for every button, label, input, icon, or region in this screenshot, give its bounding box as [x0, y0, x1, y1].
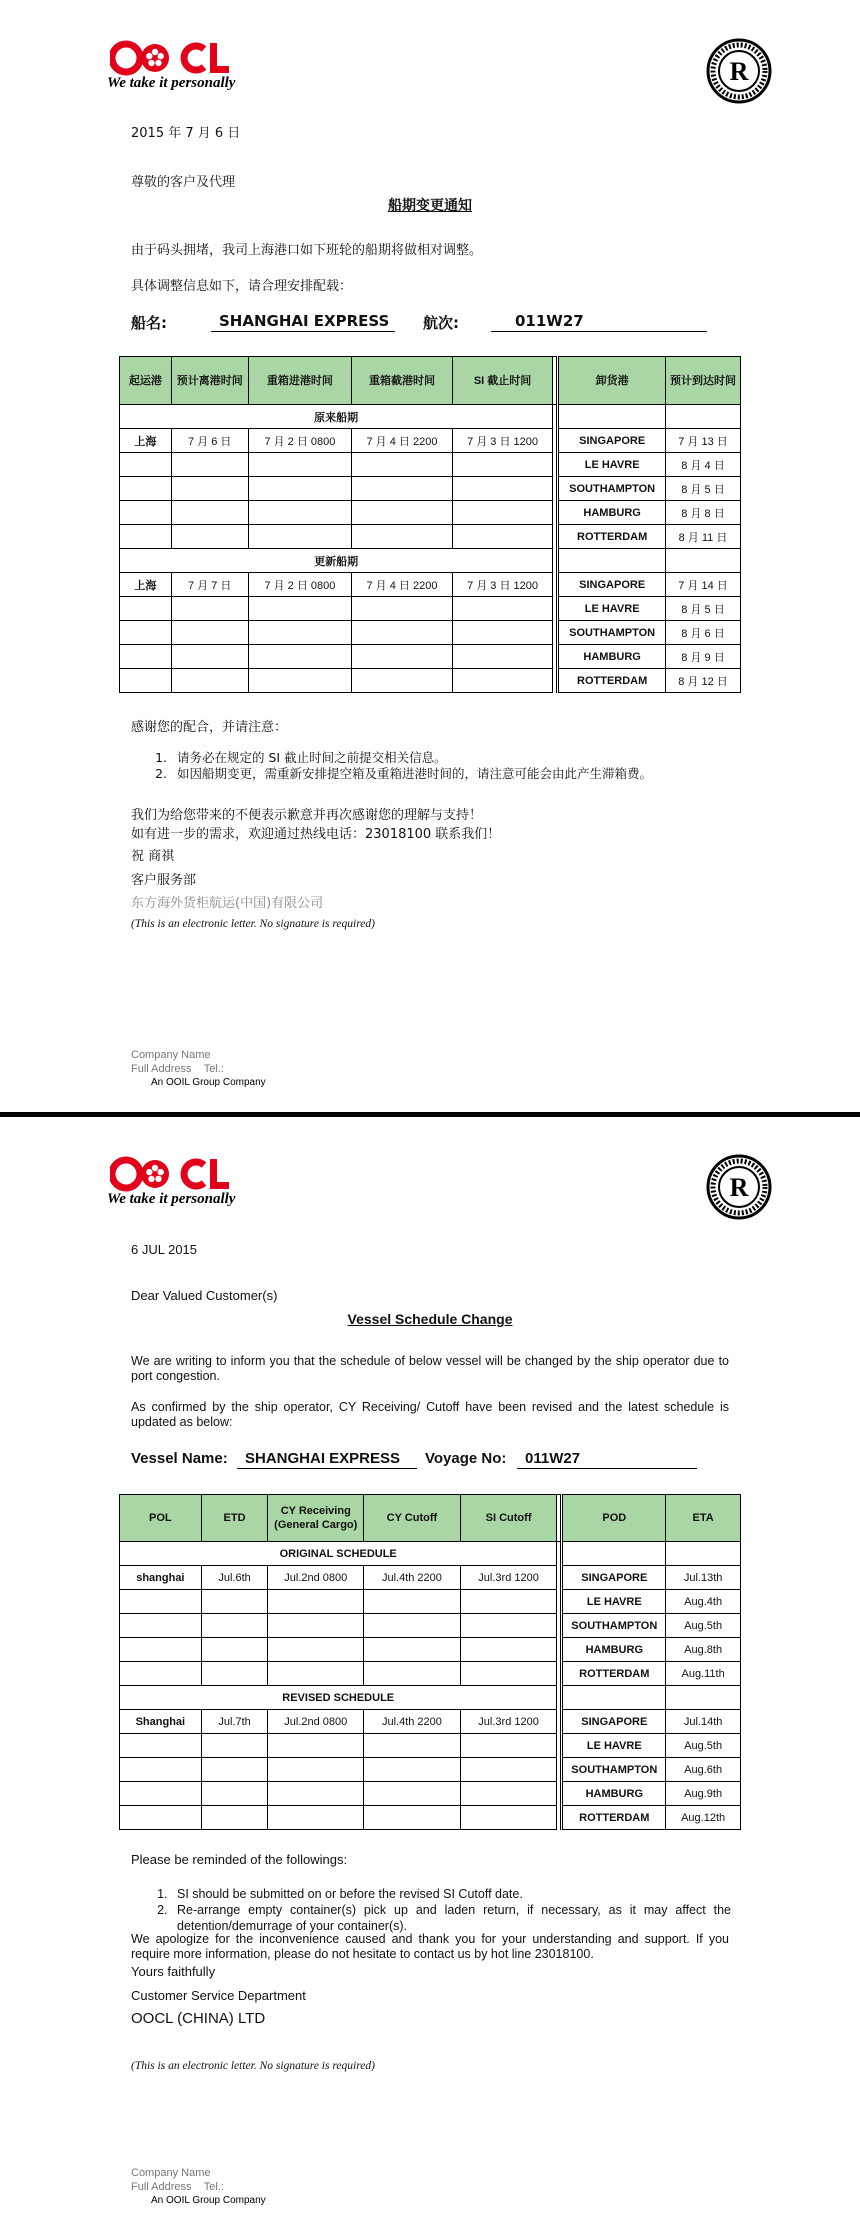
etd-cell: 7 月 6 日 [171, 429, 248, 453]
svg-text:R: R [729, 1173, 749, 1202]
notes-intro: 感谢您的配合，并请注意： [131, 720, 288, 735]
si-cutoff-cell [460, 1734, 557, 1758]
pod-cell: LE HAVRE [558, 453, 666, 477]
registered-quality-seal-icon [706, 1154, 772, 1220]
cy-receiving-cell: Jul.2nd 0800 [268, 1566, 364, 1590]
cy-receiving-cell [248, 645, 352, 669]
pod-cell: SINGAPORE [562, 1710, 666, 1734]
header-cy-cutoff: 重箱截港时间 [352, 357, 453, 405]
apology-text: We apologize for the inconvenience caused and thank you for your understanding and support. If you require more information, please do not hesitate to contact us by hot line 23018100. [131, 1932, 729, 1961]
si-cutoff-cell [452, 669, 553, 693]
cy-receiving-cell [248, 477, 352, 501]
table-row [120, 621, 741, 645]
si-cutoff-cell [452, 477, 553, 501]
cy-cutoff-cell [352, 501, 453, 525]
table-row [120, 1806, 741, 1830]
si-cutoff-cell [460, 1590, 557, 1614]
si-cutoff-cell [460, 1758, 557, 1782]
contact-text: 如有进一步的需求，欢迎通过热线电话：23018100 联系我们！ [131, 827, 501, 842]
voyage-label: 航次: [423, 314, 459, 332]
schedule-section-row [120, 549, 741, 573]
etd-cell [201, 1614, 268, 1638]
cy-receiving-cell [268, 1614, 364, 1638]
chinese-letter [0, 0, 860, 1112]
schedule-section-label: 更新船期 [120, 549, 553, 573]
table-row [120, 525, 741, 549]
cy-receiving-cell [268, 1758, 364, 1782]
cy-receiving-cell [268, 1806, 364, 1830]
pol-cell: shanghai [120, 1566, 202, 1590]
table-row [120, 573, 741, 597]
etd-cell: Jul.6th [201, 1566, 268, 1590]
eta-cell: Aug.6th [666, 1758, 741, 1782]
etd-cell [171, 597, 248, 621]
eta-cell: Aug.8th [666, 1638, 741, 1662]
eta-cell: 8 月 12 日 [666, 669, 741, 693]
cy-receiving-cell [268, 1782, 364, 1806]
cy-receiving-cell [268, 1638, 364, 1662]
oocl-wordmark-icon [110, 1156, 230, 1192]
pol-cell: 上海 [120, 573, 172, 597]
table-row [120, 1590, 741, 1614]
eta-cell: Aug.5th [666, 1614, 741, 1638]
table-row [120, 1734, 741, 1758]
pol-cell [120, 1734, 202, 1758]
eta-cell: Aug.5th [666, 1734, 741, 1758]
letter-footer [131, 2166, 266, 2208]
header-eta: ETA [666, 1495, 741, 1542]
etd-cell: 7 月 7 日 [171, 573, 248, 597]
footer-group: An OOIL Group Company [151, 1077, 266, 1088]
cy-cutoff-cell [352, 477, 453, 501]
pod-cell: ROTTERDAM [558, 525, 666, 549]
original-schedule-rows [120, 405, 741, 549]
cy-receiving-cell [268, 1590, 364, 1614]
vessel-label: Vessel Name: [131, 1450, 228, 1467]
pod-cell: SINGAPORE [558, 573, 666, 597]
empty-cell [558, 549, 666, 573]
salutation: 尊敬的客户及代理 [131, 175, 236, 190]
electronic-letter-disclaimer: (This is an electronic letter. No signature is required) [131, 2060, 375, 2072]
pod-cell: LE HAVRE [558, 597, 666, 621]
pol-cell [120, 597, 172, 621]
cy-receiving-cell [248, 453, 352, 477]
header-pol: 起运港 [120, 357, 172, 405]
cy-cutoff-cell: Jul.4th 2200 [364, 1566, 461, 1590]
header-si-cutoff: SI 截止时间 [452, 357, 553, 405]
pol-cell: 上海 [120, 429, 172, 453]
eta-cell: Jul.13th [666, 1566, 741, 1590]
page-divider [0, 1112, 860, 1117]
pol-cell [120, 525, 172, 549]
footer-tel: Tel.: [203, 1063, 224, 1075]
cy-receiving-cell [248, 501, 352, 525]
si-cutoff-cell [460, 1614, 557, 1638]
pod-cell: LE HAVRE [562, 1590, 666, 1614]
etd-cell [171, 477, 248, 501]
eta-cell: 7 月 14 日 [666, 573, 741, 597]
table-row [120, 669, 741, 693]
footer-company-name: Company Name [131, 1049, 211, 1061]
footer-full-address: Full Address [131, 2181, 192, 2193]
cy-receiving-cell [248, 621, 352, 645]
cy-cutoff-cell [352, 621, 453, 645]
empty-cell [666, 549, 741, 573]
table-row [120, 597, 741, 621]
electronic-letter-disclaimer: (This is an electronic letter. No signature is required) [131, 918, 375, 930]
footer-full-address: Full Address [131, 1063, 192, 1075]
empty-cell [558, 405, 666, 429]
vessel-info [131, 312, 731, 334]
vessel-name: SHANGHAI EXPRESS [237, 1450, 417, 1469]
eta-cell: 8 月 5 日 [666, 477, 741, 501]
schedule-section-label: 原来船期 [120, 405, 553, 429]
pol-cell [120, 645, 172, 669]
etd-cell: Jul.7th [201, 1710, 268, 1734]
eta-cell: 7 月 13 日 [666, 429, 741, 453]
si-cutoff-cell [460, 1662, 557, 1686]
eta-cell: Aug.9th [666, 1782, 741, 1806]
eta-cell: 8 月 6 日 [666, 621, 741, 645]
cy-receiving-cell: Jul.2nd 0800 [268, 1710, 364, 1734]
note-item: 2. 如因船期变更，需重新安排提空箱及重箱进港时间的，请注意可能会由此产生滞箱费。 [171, 766, 771, 782]
pol-cell [120, 621, 172, 645]
table-row [120, 645, 741, 669]
si-cutoff-cell: Jul.3rd 1200 [460, 1710, 557, 1734]
empty-cell [562, 1542, 666, 1566]
etd-cell [171, 453, 248, 477]
table-row [120, 1614, 741, 1638]
pol-cell [120, 669, 172, 693]
eta-cell: 8 月 5 日 [666, 597, 741, 621]
cy-receiving-cell [268, 1734, 364, 1758]
table-row [120, 1566, 741, 1590]
cy-cutoff-cell [364, 1758, 461, 1782]
header-etd: 预计离港时间 [171, 357, 248, 405]
vessel-name: SHANGHAI EXPRESS [211, 312, 395, 332]
eta-cell: 8 月 8 日 [666, 501, 741, 525]
pol-cell [120, 1638, 202, 1662]
si-cutoff-cell [452, 453, 553, 477]
pod-cell: SOUTHAMPTON [558, 477, 666, 501]
intro-text: 由于码头拥堵，我司上海港口如下班轮的船期将做相对调整。 [131, 243, 483, 258]
schedule-section-row [120, 1542, 741, 1566]
schedule-section-row [120, 405, 741, 429]
cy-cutoff-cell [364, 1782, 461, 1806]
pod-cell: SOUTHAMPTON [562, 1614, 666, 1638]
cy-cutoff-cell [364, 1614, 461, 1638]
cy-cutoff-cell: 7 月 4 日 2200 [352, 429, 453, 453]
voyage-number: 011W27 [517, 1450, 697, 1469]
pod-cell: SINGAPORE [558, 429, 666, 453]
pod-cell: ROTTERDAM [558, 669, 666, 693]
header-cy-receiving: CY Receiving (General Cargo) [268, 1495, 364, 1542]
pod-cell: HAMBURG [562, 1638, 666, 1662]
cy-cutoff-cell [352, 453, 453, 477]
pod-cell: ROTTERDAM [562, 1662, 666, 1686]
intro-text: We are writing to inform you that the schedule of below vessel will be changed by the ship operator due to port congestion. [131, 1354, 729, 1383]
footer-group: An OOIL Group Company [151, 2195, 266, 2206]
regards-text: Yours faithfully [131, 1964, 216, 1979]
table-row [120, 1758, 741, 1782]
cy-cutoff-cell [352, 669, 453, 693]
notes-list [131, 750, 771, 782]
department-text: Customer Service Department [131, 1988, 306, 2003]
letter-date: 6 JUL 2015 [131, 1242, 198, 1257]
schedule-table [119, 1494, 741, 1830]
eta-cell: Aug.11th [666, 1662, 741, 1686]
si-cutoff-cell: Jul.3rd 1200 [460, 1566, 557, 1590]
table-row [120, 1782, 741, 1806]
etd-cell [201, 1662, 268, 1686]
cy-cutoff-cell [364, 1638, 461, 1662]
cy-receiving-cell [248, 525, 352, 549]
etd-cell [171, 501, 248, 525]
pol-cell [120, 1590, 202, 1614]
iso-certification-seal [706, 1154, 772, 1220]
empty-cell [666, 405, 741, 429]
table-row [120, 429, 741, 453]
pod-cell: SOUTHAMPTON [558, 621, 666, 645]
company-name-text: 东方海外货柜航运(中国)有限公司 [131, 896, 324, 911]
oocl-wordmark-icon [110, 40, 230, 76]
cy-cutoff-cell [364, 1806, 461, 1830]
english-letter [0, 1118, 860, 2226]
table-row [120, 1662, 741, 1686]
oocl-logo [107, 1156, 260, 1214]
table-row [120, 1638, 741, 1662]
salutation: Dear Valued Customer(s) [131, 1288, 278, 1303]
etd-cell [171, 621, 248, 645]
header-etd: ETD [201, 1495, 268, 1542]
logo-tagline: We take it personally [107, 1191, 236, 1207]
cy-receiving-cell: 7 月 2 日 0800 [248, 573, 352, 597]
company-name-text: OOCL (CHINA) LTD [131, 2010, 266, 2027]
vessel-label: 船名: [131, 314, 167, 332]
pod-cell: LE HAVRE [562, 1734, 666, 1758]
footer-company-name: Company Name [131, 2167, 211, 2179]
apology-text: 我们为给您带来的不便表示歉意并再次感谢您的理解与支持！ [131, 808, 483, 823]
regards-text: 祝 商祺 [131, 849, 175, 864]
pol-cell [120, 453, 172, 477]
si-cutoff-cell: 7 月 3 日 1200 [452, 573, 553, 597]
empty-cell [666, 1542, 741, 1566]
cy-receiving-cell: 7 月 2 日 0800 [248, 429, 352, 453]
cy-receiving-cell [268, 1662, 364, 1686]
letter-footer [131, 1048, 266, 1090]
si-cutoff-cell [452, 621, 553, 645]
pod-cell: HAMBURG [558, 501, 666, 525]
pol-cell [120, 477, 172, 501]
notes-list [131, 1886, 731, 1934]
intro-text-2: 具体调整信息如下，请合理安排配载： [131, 279, 353, 294]
logo-tagline: We take it personally [107, 75, 236, 91]
pol-cell [120, 501, 172, 525]
header-pod: POD [562, 1495, 666, 1542]
si-cutoff-cell [452, 597, 553, 621]
etd-cell [171, 645, 248, 669]
pol-cell: Shanghai [120, 1710, 202, 1734]
note-item: 2. Re-arrange empty container(s) pick up and laden return, if necessary, as it may affect the detention/demurrage of your container(s). [171, 1902, 731, 1934]
letter-title: Vessel Schedule Change [347, 1311, 513, 1327]
header-pod: 卸货港 [558, 357, 666, 405]
svg-text:R: R [729, 57, 749, 86]
cy-receiving-cell [248, 597, 352, 621]
eta-cell: Aug.12th [666, 1806, 741, 1830]
pod-cell: SOUTHAMPTON [562, 1758, 666, 1782]
schedule-section-label: ORIGINAL SCHEDULE [120, 1542, 557, 1566]
header-cy-receiving: 重箱进港时间 [248, 357, 352, 405]
pod-cell: HAMBURG [562, 1782, 666, 1806]
eta-cell: Jul.14th [666, 1710, 741, 1734]
note-item: 1. SI should be submitted on or before the revised SI Cutoff date. [171, 1886, 731, 1902]
iso-certification-seal [706, 38, 772, 104]
pod-cell: ROTTERDAM [562, 1806, 666, 1830]
eta-cell: Aug.4th [666, 1590, 741, 1614]
si-cutoff-cell [452, 525, 553, 549]
si-cutoff-cell: 7 月 3 日 1200 [452, 429, 553, 453]
header-eta: 预计到达时间 [666, 357, 741, 405]
pod-cell: SINGAPORE [562, 1566, 666, 1590]
cy-receiving-cell [248, 669, 352, 693]
voyage-number: 011W27 [491, 312, 707, 332]
eta-cell: 8 月 4 日 [666, 453, 741, 477]
letter-date: 2015 年 7 月 6 日 [131, 126, 241, 141]
table-row [120, 477, 741, 501]
cy-cutoff-cell: 7 月 4 日 2200 [352, 573, 453, 597]
table-row [120, 453, 741, 477]
etd-cell [201, 1734, 268, 1758]
pod-cell: HAMBURG [558, 645, 666, 669]
cy-cutoff-cell [364, 1662, 461, 1686]
pol-cell [120, 1782, 202, 1806]
cy-cutoff-cell [364, 1734, 461, 1758]
header-pol: POL [120, 1495, 202, 1542]
empty-cell [562, 1686, 666, 1710]
letter-title: 船期变更通知 [388, 198, 472, 214]
etd-cell [201, 1590, 268, 1614]
pol-cell [120, 1614, 202, 1638]
schedule-section-label: REVISED SCHEDULE [120, 1686, 557, 1710]
pol-cell [120, 1662, 202, 1686]
pol-cell [120, 1758, 202, 1782]
revised-schedule-rows [120, 549, 741, 693]
note-item: 1. 请务必在规定的 SI 截止时间之前提交相关信息。 [171, 750, 771, 766]
cy-cutoff-cell [364, 1590, 461, 1614]
voyage-label: Voyage No: [425, 1450, 507, 1467]
eta-cell: 8 月 9 日 [666, 645, 741, 669]
notes-intro: Please be reminded of the followings: [131, 1852, 348, 1867]
etd-cell [201, 1782, 268, 1806]
si-cutoff-cell [452, 501, 553, 525]
revised-schedule-rows [120, 1686, 741, 1830]
etd-cell [171, 525, 248, 549]
si-cutoff-cell [460, 1638, 557, 1662]
schedule-table [119, 356, 741, 693]
eta-cell: 8 月 11 日 [666, 525, 741, 549]
header-cy-cutoff: CY Cutoff [364, 1495, 461, 1542]
empty-cell [666, 1686, 741, 1710]
oocl-logo [107, 40, 260, 98]
si-cutoff-cell [460, 1782, 557, 1806]
pol-cell [120, 1806, 202, 1830]
header-si-cutoff: SI Cutoff [460, 1495, 557, 1542]
table-row [120, 1710, 741, 1734]
cy-cutoff-cell [352, 525, 453, 549]
si-cutoff-cell [452, 645, 553, 669]
etd-cell [201, 1638, 268, 1662]
si-cutoff-cell [460, 1806, 557, 1830]
department-text: 客户服务部 [131, 873, 197, 888]
table-row [120, 501, 741, 525]
etd-cell [201, 1758, 268, 1782]
etd-cell [201, 1806, 268, 1830]
footer-tel: Tel.: [203, 2181, 224, 2193]
original-schedule-rows [120, 1542, 741, 1686]
etd-cell [171, 669, 248, 693]
vessel-info [131, 1450, 731, 1472]
intro-text-2: As confirmed by the ship operator, CY Receiving/ Cutoff have been revised and the latest schedule is updated as below: [131, 1400, 729, 1429]
schedule-section-row [120, 1686, 741, 1710]
cy-cutoff-cell [352, 597, 453, 621]
registered-quality-seal-icon [706, 38, 772, 104]
cy-cutoff-cell [352, 645, 453, 669]
cy-cutoff-cell: Jul.4th 2200 [364, 1710, 461, 1734]
